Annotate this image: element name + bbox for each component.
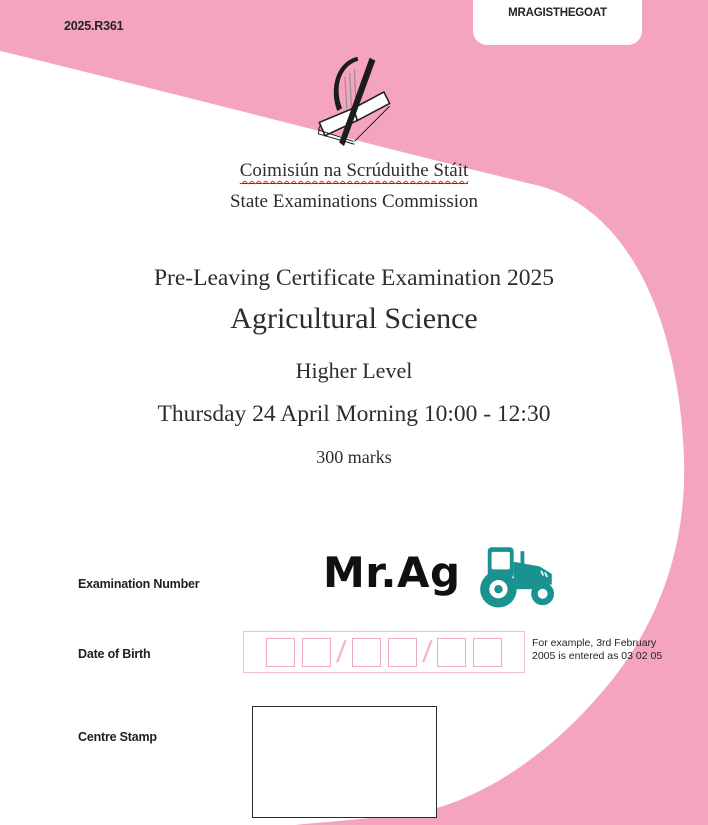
exam-session: Thursday 24 April Morning 10:00 - 12:30 — [157, 401, 551, 427]
dob-separator: / — [420, 635, 433, 669]
exam-subject: Agricultural Science — [230, 302, 478, 335]
brand-name: Mr.Ag — [323, 548, 461, 597]
dob-box[interactable] — [473, 638, 502, 667]
sec-harp-logo — [306, 54, 401, 149]
centre-stamp-box — [252, 706, 437, 818]
tractor-icon — [477, 545, 561, 609]
watermark-box — [473, 0, 642, 45]
dob-example-note — [532, 637, 667, 663]
exam-level: Higher Level — [295, 358, 413, 383]
exam-title: Pre-Leaving Certificate Examination 2025 — [153, 265, 555, 291]
dob-example-line1: For example, 3rd February — [532, 637, 657, 649]
exam-marks: 300 marks — [316, 447, 392, 467]
dob-box[interactable] — [352, 638, 381, 667]
watermark-text: MRAGISTHEGOAT — [508, 7, 607, 19]
dob-box[interactable] — [388, 638, 417, 667]
dob-box[interactable] — [437, 638, 466, 667]
date-of-birth-label: Date of Birth — [78, 647, 151, 661]
dob-separator: / — [335, 635, 348, 669]
dob-box[interactable] — [266, 638, 295, 667]
paper-code: 2025.R361 — [64, 19, 124, 33]
commission-name-english: State Examinations Commission — [229, 191, 479, 212]
centre-stamp-label: Centre Stamp — [78, 730, 157, 744]
dob-input-grid[interactable] — [243, 631, 525, 673]
dob-example-line2: 2005 is entered as 03 02 05 — [532, 650, 663, 662]
examination-number-label: Examination Number — [78, 577, 200, 591]
dob-box[interactable] — [302, 638, 331, 667]
commission-name-irish: Coimisiún na Scrúduithe Stáit — [0, 160, 708, 184]
